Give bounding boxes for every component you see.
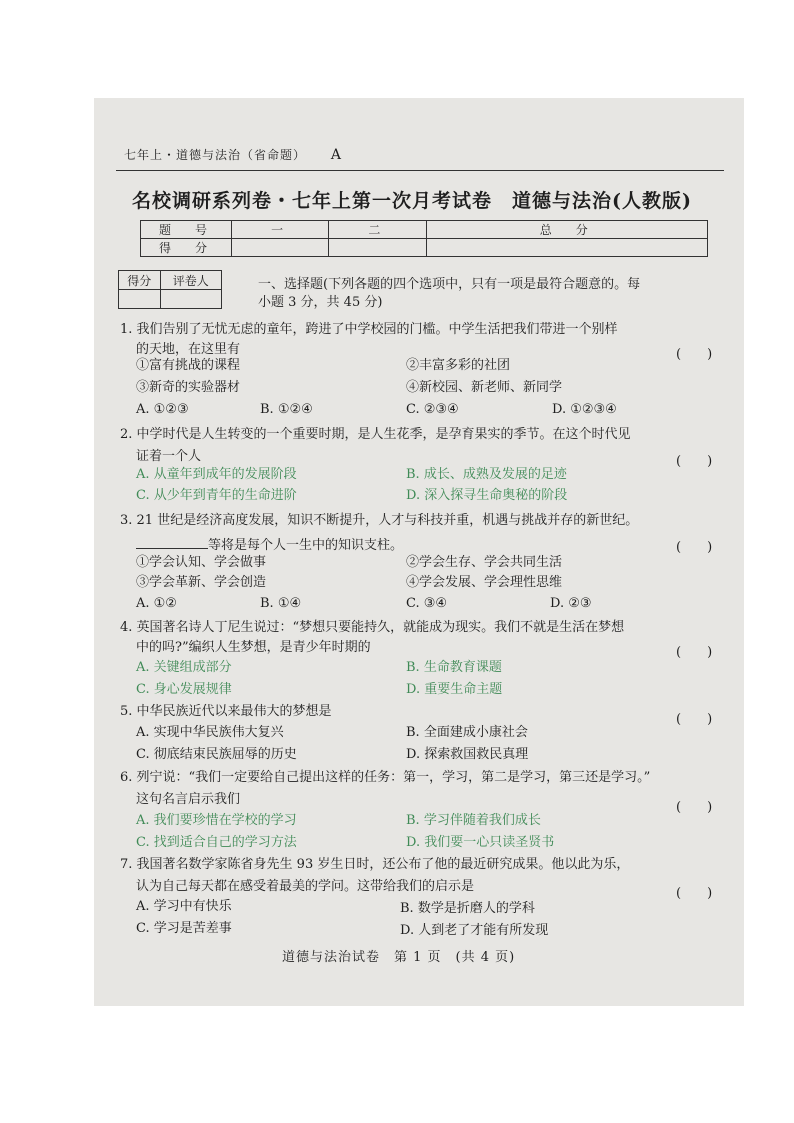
score-cell: 总 分	[426, 221, 707, 239]
question-text: 1. 我们告别了无忧无虑的童年，跨进了中学校园的门槛。中学生活把我们带进一个别样	[120, 322, 618, 337]
score-cell: 得 分	[141, 239, 232, 257]
question-text: 4. 英国著名诗人丁尼生说过：“梦想只要能持久，就能成为现实。我们不就是生活在梦想	[120, 620, 625, 635]
answer-option: C. ②③④	[406, 402, 459, 417]
answer-option: B. 学习伴随着我们成长	[406, 813, 541, 828]
grader-table	[118, 270, 222, 309]
answer-paren: ( )	[676, 645, 713, 660]
answer-option: C. 学习是苦差事	[136, 921, 232, 936]
grader-name-label: 评卷人	[160, 271, 221, 290]
question-text: 证着一个人	[136, 449, 202, 464]
answer-paren: ( )	[676, 347, 713, 362]
answer-paren: ( )	[676, 540, 713, 555]
answer-paren: ( )	[676, 454, 713, 469]
page-footer: 道德与法治试卷 第 1 页 (共 4 页)	[282, 950, 516, 965]
answer-option: D. 我们要一心只读圣贤书	[406, 835, 555, 850]
answer-option: B. 成长、成熟及发展的足迹	[406, 467, 567, 482]
question-text: 5. 中华民族近代以来最伟大的梦想是	[120, 704, 332, 719]
score-cell	[232, 239, 329, 257]
question-text: 6. 列宁说：“我们一定要给自己提出这样的任务：第一，学习，第二是学习，第三还是学习。”	[120, 770, 651, 785]
answer-option: A. 我们要珍惜在学校的学习	[136, 813, 297, 828]
answer-option: D. ②③	[550, 596, 592, 611]
answer-option: B. 数学是折磨人的学科	[400, 901, 535, 916]
question-text-tail: 等将是每个人一生中的知识支柱。	[208, 538, 404, 553]
answer-option: C. 身心发展规律	[136, 682, 232, 697]
score-cell	[329, 239, 426, 257]
question-text: 3. 21 世纪是经济高度发展，知识不断提升，人才与科技并重，机遇与挑战并存的新世纪。	[120, 513, 639, 528]
answer-option: A. 学习中有快乐	[136, 899, 232, 914]
exam-paper	[94, 98, 744, 1006]
answer-option: D. 重要生命主题	[406, 682, 503, 697]
answer-option: C. ③④	[406, 596, 448, 611]
question-item: ②学会生存、学会共同生活	[406, 555, 563, 570]
grader-score-label: 得分	[119, 271, 161, 290]
version-mark: A	[330, 147, 342, 163]
answer-option: C. 找到适合自己的学习方法	[136, 835, 297, 850]
answer-option: B. ①④	[260, 596, 302, 611]
paper-title: 名校调研系列卷・七年上第一次月考试卷 道德与法治(人教版)	[132, 190, 692, 212]
answer-option: D. 探索救国救民真理	[406, 747, 529, 762]
answer-option: D. 深入探寻生命奥秘的阶段	[406, 488, 568, 503]
question-item: ②丰富多彩的社团	[406, 358, 511, 373]
score-cell: 二	[329, 221, 426, 239]
answer-option: B. ①②④	[260, 402, 313, 417]
score-table-row	[141, 239, 708, 257]
section-instruction: 一、选择题(下列各题的四个选项中，只有一项是最符合题意的。每	[258, 277, 641, 292]
answer-option: A. 实现中华民族伟大复兴	[136, 725, 284, 740]
question-text: 中的吗?”编织人生梦想，是青少年时期的	[136, 640, 371, 655]
header-rule	[116, 170, 724, 171]
answer-option: A. 关键组成部分	[136, 660, 232, 675]
question-item: ④学会发展、学会理性思维	[406, 575, 563, 590]
question-text: 7. 我国著名数学家陈省身先生 93 岁生日时，还公布了他的最近研究成果。他以此为乐，	[120, 857, 630, 872]
answer-option: C. 彻底结束民族屈辱的历史	[136, 747, 297, 762]
fill-blank	[136, 536, 208, 549]
question-text: 认为自己每天都在感受着最美的学问。这带给我们的启示是	[136, 879, 475, 894]
paper-subheader	[124, 146, 342, 163]
answer-option: A. ①②	[136, 596, 177, 611]
question-item: ③学会革新、学会创造	[136, 575, 267, 590]
question-text	[136, 536, 403, 552]
answer-option: A. 从童年到成年的发展阶段	[136, 467, 297, 482]
answer-option: A. ①②③	[136, 402, 189, 417]
answer-paren: ( )	[676, 712, 713, 727]
grader-score-box	[119, 290, 161, 309]
answer-option: D. 人到老了才能有所发现	[400, 923, 549, 938]
question-text: 的天地，在这里有	[136, 342, 241, 357]
answer-paren: ( )	[676, 800, 713, 815]
question-item: ④新校园、新老师、新同学	[406, 380, 563, 395]
score-table-row	[141, 221, 708, 239]
answer-option: B. 生命教育课题	[406, 660, 502, 675]
answer-option: D. ①②③④	[552, 402, 617, 417]
question-item: ①学会认知、学会做事	[136, 555, 267, 570]
question-item: ①富有挑战的课程	[136, 358, 241, 373]
answer-option: C. 从少年到青年的生命进阶	[136, 488, 297, 503]
score-cell: 题 号	[141, 221, 232, 239]
question-text: 这句名言启示我们	[136, 792, 241, 807]
answer-paren: ( )	[676, 886, 713, 901]
grader-name-box	[160, 290, 221, 309]
subheader-text: 七年上・道德与法治（省命题）	[124, 148, 307, 162]
score-cell	[426, 239, 707, 257]
score-table	[140, 220, 708, 257]
question-text: 2. 中学时代是人生转变的一个重要时期，是人生花季，是孕育果实的季节。在这个时代见	[120, 427, 631, 442]
score-cell: 一	[232, 221, 329, 239]
answer-option: B. 全面建成小康社会	[406, 725, 528, 740]
section-instruction: 小题 3 分，共 45 分)	[258, 295, 383, 310]
question-item: ③新奇的实验器材	[136, 380, 241, 395]
